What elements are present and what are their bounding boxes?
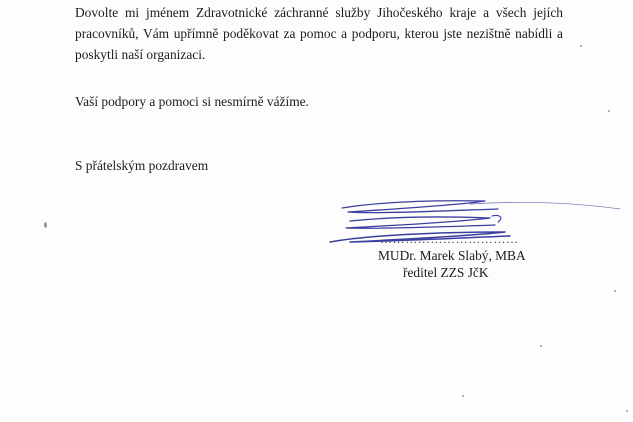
scan-speck <box>626 410 628 412</box>
signer-title: ředitel ZZS JčK <box>403 265 489 280</box>
scan-speck <box>608 110 610 112</box>
signature-line: …………………………… <box>380 232 519 246</box>
scan-speck <box>540 345 542 347</box>
scan-speck <box>580 45 582 47</box>
letter-closing: S přátelským pozdravem <box>75 158 209 173</box>
scan-speck <box>462 395 464 397</box>
scan-speck <box>44 222 47 228</box>
letter-body-paragraph-1: Dovolte mi jménem Zdravotnické záchranné služby Jihočeského kraje a všech jejích pracovníků, Vám upřímně poděkovat za pomoc a podporu, kterou jste nezištně nabídli a poskytli naší organizaci. <box>75 5 563 62</box>
scan-speck <box>614 290 616 292</box>
letter-body-paragraph-2: Vaší podpory a pomoci si nesmírně vážíme. <box>75 94 309 109</box>
signer-name: MUDr. Marek Slabý, MBA <box>378 248 526 263</box>
